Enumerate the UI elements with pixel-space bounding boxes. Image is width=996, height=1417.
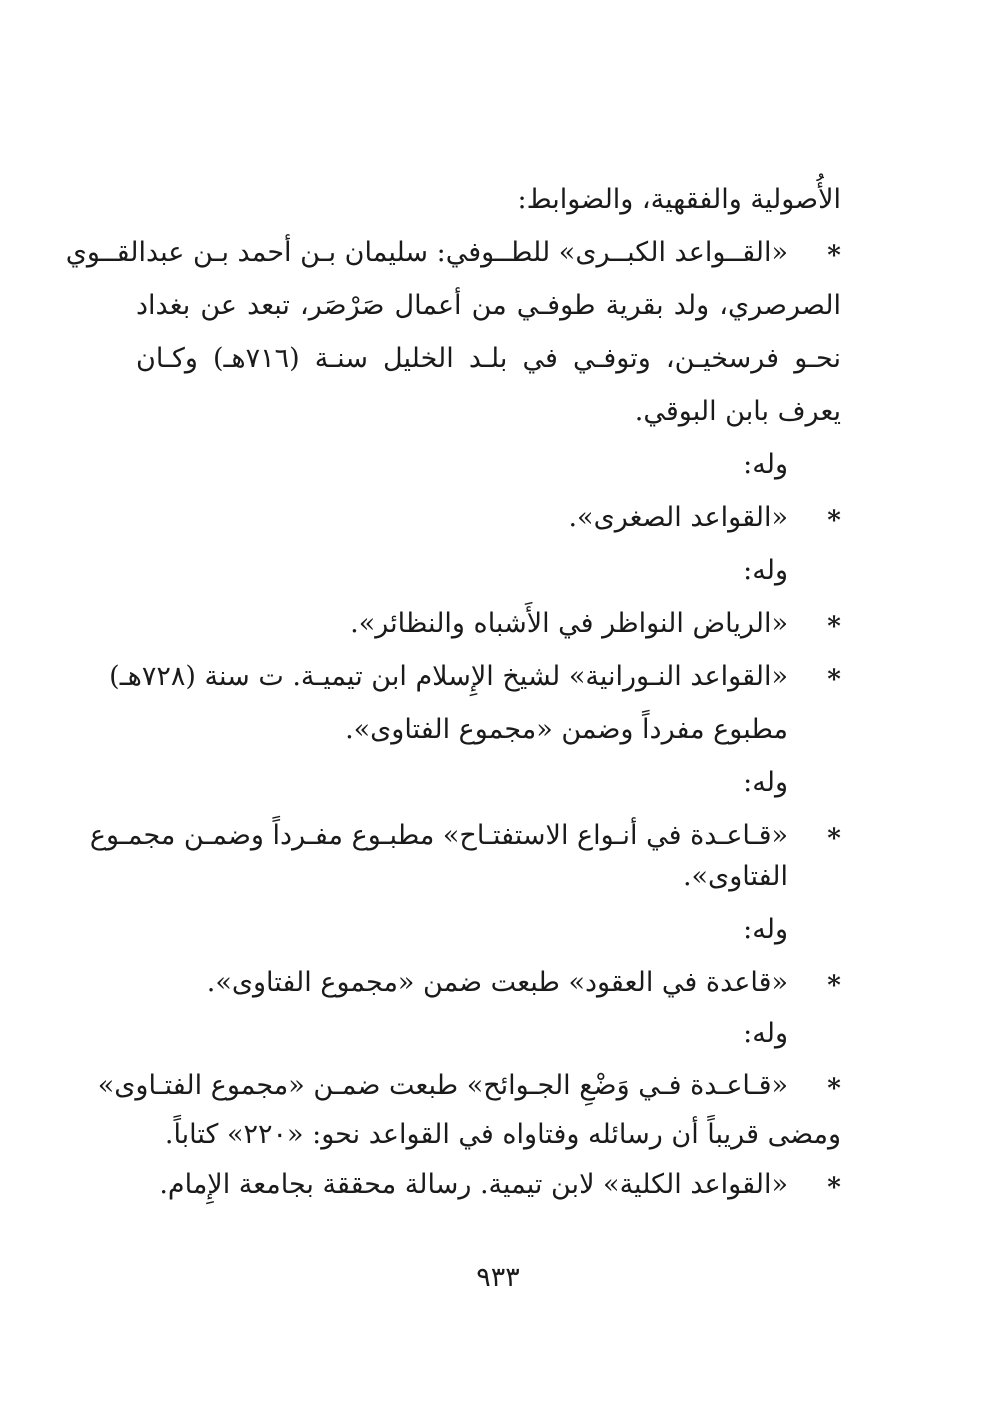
entry-bullet-6: * bbox=[827, 971, 841, 1001]
entry-1-line-3: نحـو فرسخيـن، وتوفـي في بلـد الخليل سنـة (٧١٦هـ) وكـان bbox=[136, 343, 841, 374]
entry-bullet-1: * bbox=[827, 241, 841, 271]
entry-4-after: وله: bbox=[743, 767, 788, 798]
entry-7-line-2: ومضى قريباً أن رسائله وفتاواه في القواعد نحو: «٢٢٠» كتاباً. bbox=[164, 1119, 841, 1150]
entry-4-line-1: «القواعد النـورانية» لشيخ الإِسلام ابن تيميـة. ت سنة (٧٢٨هـ) bbox=[109, 661, 788, 692]
entry-5-line-2: الفتاوى». bbox=[682, 861, 788, 892]
entry-6-after: وله: bbox=[743, 1018, 788, 1049]
entry-7-line-1: «قـاعـدة فـي وَضْعِ الجـوائح» طبعت ضمـن «مجموع الفتـاوى» bbox=[97, 1070, 788, 1101]
entry-8-line-1: «القواعد الكلية» لابن تيمية. رسالة محققة بجامعة الإِمام. bbox=[159, 1169, 788, 1200]
entry-bullet-2: * bbox=[827, 506, 841, 536]
entry-bullet-8: * bbox=[827, 1173, 841, 1203]
entry-2-after: وله: bbox=[743, 555, 788, 586]
entry-3-line-1: «الرياض النواظر في الأَشباه والنظائر». bbox=[350, 608, 788, 639]
entry-4-line-2: مطبوع مفرداً وضمن «مجموع الفتاوى». bbox=[345, 714, 788, 745]
entry-1-line-4: يعرف بابن البوقي. bbox=[634, 396, 841, 427]
page-number: ٩٣٣ bbox=[476, 1262, 520, 1293]
entry-2-line-1: «القواعد الصغرى». bbox=[568, 502, 788, 533]
entry-bullet-3: * bbox=[827, 612, 841, 642]
entry-bullet-7: * bbox=[827, 1074, 841, 1104]
entry-bullet-5: * bbox=[827, 824, 841, 854]
entry-5-after: وله: bbox=[743, 914, 788, 945]
entry-bullet-4: * bbox=[827, 665, 841, 695]
entry-5-line-1: «قـاعـدة في أنـواع الاستفتـاح» مطبـوع مفـرداً وضمـن مجمـوع bbox=[89, 820, 788, 851]
entry-1-line-1: «القــواعد الكبــرى» للطــوفي: سليمان بـن أحمد بـن عبدالقــوي bbox=[65, 237, 788, 268]
entry-6-line-1: «قاعدة في العقود» طبعت ضمن «مجموع الفتاوى». bbox=[206, 967, 788, 998]
entry-1-line-2: الصرصري، ولد بقرية طوفـي من أعمال صَرْصَر، تبعد عن بغداد bbox=[136, 290, 841, 321]
section-heading: الأُصولية والفقهية، والضوابط: bbox=[517, 184, 841, 215]
entry-1-after: وله: bbox=[743, 449, 788, 480]
